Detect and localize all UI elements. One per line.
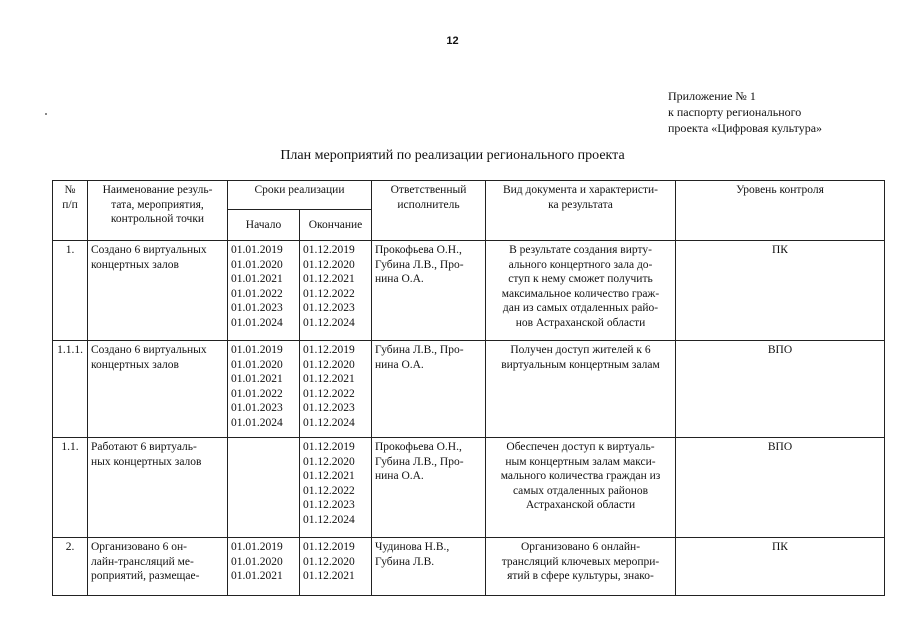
header-doc-line: ка результата: [548, 198, 613, 211]
table-row: [53, 341, 885, 438]
cell-doc-line: В результате создания вирту-: [509, 244, 652, 256]
cell-doc: [486, 341, 676, 438]
cell-executor: [372, 341, 486, 438]
cell-start-line: 01.01.2021: [231, 373, 283, 386]
cell-doc-line: ным концертным залам макси-: [505, 455, 656, 468]
cell-name: [88, 538, 228, 596]
cell-end-line: 01.12.2024: [303, 513, 355, 526]
header-name-line: Наименование резуль-: [102, 184, 213, 196]
plan-table-body: [53, 241, 885, 596]
header-terms: Сроки реализации: [228, 181, 372, 210]
cell-name-line: Создано 6 виртуальных: [91, 344, 207, 356]
cell-doc-line: Получен доступ жителей к 6: [510, 344, 651, 356]
cell-executor-line: Прокофьева О.Н.,: [375, 441, 462, 453]
cell-start-line: 01.01.2024: [231, 316, 283, 329]
cell-start-line: 01.01.2019: [231, 344, 283, 356]
cell-start: [228, 438, 300, 538]
cell-start-line: 01.01.2024: [231, 416, 283, 429]
cell-start-line: 01.01.2019: [231, 244, 283, 256]
cell-num: [53, 438, 88, 538]
cell-start-line: 01.01.2021: [231, 273, 283, 286]
header-num-line: п/п: [62, 198, 78, 211]
cell-name-line: Работают 6 виртуаль-: [91, 441, 197, 453]
table-row: [53, 438, 885, 538]
cell-executor-line: нина О.А.: [375, 273, 424, 286]
header-num-line: №: [64, 184, 76, 196]
cell-name-line: концертных залов: [91, 358, 179, 371]
cell-start-line: 01.01.2021: [231, 570, 283, 583]
cell-start: [228, 341, 300, 438]
header-name-line: контрольной точки: [110, 213, 205, 226]
cell-num-line: 1.1.: [61, 441, 79, 453]
cell-start-line: 01.01.2022: [231, 287, 283, 300]
cell-start-line: 01.01.2022: [231, 387, 283, 400]
table-row: [53, 241, 885, 341]
cell-executor-line: Чудинова Н.В.,: [375, 541, 450, 553]
plan-title: План мероприятий по реализации регионального проекта: [280, 148, 625, 163]
cell-end-line: 01.12.2024: [303, 316, 355, 329]
appendix-line: Приложение № 1: [668, 89, 756, 103]
cell-start-line: 01.01.2019: [231, 541, 283, 553]
cell-start-line: 01.01.2020: [231, 258, 283, 271]
cell-control-line: ВПО: [767, 344, 793, 356]
appendix-note: [668, 88, 822, 136]
cell-end-line: 01.12.2023: [303, 302, 355, 315]
header-executor-line: Ответственный: [390, 184, 467, 196]
header-doc-line: Вид документа и характеристи-: [502, 184, 659, 196]
cell-end: [300, 241, 372, 341]
cell-control-line: ПК: [772, 541, 788, 553]
cell-executor: [372, 438, 486, 538]
cell-num: [53, 341, 88, 438]
header-doc: [486, 181, 676, 241]
header-num: [53, 181, 88, 241]
cell-end-line: 01.12.2021: [303, 570, 355, 583]
cell-executor-line: Губина Л.В., Про-: [375, 258, 464, 271]
cell-doc-line: трансляций ключевых меропри-: [501, 555, 660, 568]
cell-doc-line: максимальное количество граж-: [501, 287, 660, 300]
cell-executor-line: Губина Л.В., Про-: [375, 344, 464, 356]
cell-name-line: Организовано 6 он-: [91, 541, 187, 553]
appendix-line: проекта «Цифровая культура»: [668, 121, 823, 135]
cell-doc-line: ального концертного зала до-: [508, 258, 653, 271]
appendix-line: к паспорту регионального: [668, 105, 802, 119]
cell-name-line: концертных залов: [91, 258, 179, 271]
cell-end-line: 01.12.2020: [303, 555, 355, 568]
page-number: 12: [446, 35, 459, 47]
cell-start: [228, 241, 300, 341]
cell-doc: [486, 538, 676, 596]
table-row: [53, 538, 885, 596]
cell-end-line: 01.12.2020: [303, 455, 355, 468]
cell-start-line: 01.01.2020: [231, 358, 283, 371]
cell-doc-line: Обеспечен доступ к виртуаль-: [506, 441, 655, 453]
cell-end-line: 01.12.2024: [303, 416, 355, 429]
cell-num: [53, 538, 88, 596]
cell-control-line: ВПО: [767, 441, 793, 453]
header-executor-line: исполнитель: [397, 198, 460, 211]
cell-num: [53, 241, 88, 341]
cell-doc-line: Организовано 6 онлайн-: [520, 541, 641, 553]
cell-num-line: 1.: [65, 244, 75, 256]
cell-doc-line: ятий в сфере культуры, знако-: [507, 570, 654, 583]
cell-end-line: 01.12.2021: [303, 373, 355, 386]
cell-executor: [372, 538, 486, 596]
plan-table: [52, 180, 885, 596]
cell-start-line: 01.01.2020: [231, 555, 283, 568]
cell-control: [676, 438, 885, 538]
cell-control-line: ПК: [772, 244, 788, 256]
cell-executor: [372, 241, 486, 341]
cell-end: [300, 438, 372, 538]
cell-end: [300, 341, 372, 438]
cell-start: [228, 538, 300, 596]
header-end: Окончание: [300, 210, 372, 241]
cell-end-line: 01.12.2019: [303, 244, 355, 256]
cell-name-line: ных концертных залов: [91, 455, 202, 468]
cell-doc-line: ступ к нему сможет получить: [508, 273, 653, 286]
cell-control: [676, 538, 885, 596]
cell-start-line: 01.01.2023: [231, 402, 283, 415]
cell-end-line: 01.12.2023: [303, 499, 355, 512]
cell-control: [676, 241, 885, 341]
cell-doc: [486, 438, 676, 538]
cell-executor-line: нина О.А.: [375, 358, 424, 371]
cell-doc-line: самых отдаленных районов: [512, 484, 649, 497]
cell-end-line: 01.12.2020: [303, 358, 355, 371]
cell-name: [88, 438, 228, 538]
cell-end-line: 01.12.2020: [303, 258, 355, 271]
cell-control: [676, 341, 885, 438]
cell-name-line: роприятий, размещае-: [91, 570, 200, 583]
cell-end: [300, 538, 372, 596]
cell-name: [88, 241, 228, 341]
cell-end-line: 01.12.2023: [303, 402, 355, 415]
header-name: [88, 181, 228, 241]
cell-end-line: 01.12.2022: [303, 287, 355, 300]
cell-end-line: 01.12.2021: [303, 273, 355, 286]
cell-name-line: Создано 6 виртуальных: [91, 244, 207, 256]
cell-doc-line: нов Астраханской области: [515, 316, 646, 329]
header-start: Начало: [228, 210, 300, 241]
cell-executor-line: нина О.А.: [375, 470, 424, 483]
cell-num-line: 2.: [65, 541, 75, 553]
cell-start-line: 01.01.2023: [231, 302, 283, 315]
cell-executor-line: Губина Л.В.: [375, 555, 435, 568]
cell-num-line: 1.1.1.: [57, 344, 83, 356]
cell-doc-line: виртуальным концертным залам: [501, 358, 660, 371]
cell-doc-line: Астраханской области: [525, 499, 636, 512]
cell-end-line: 01.12.2019: [303, 441, 355, 453]
cell-doc-line: дан из самых отдаленных райо-: [502, 302, 659, 315]
cell-end-line: 01.12.2022: [303, 484, 355, 497]
cell-end-line: 01.12.2022: [303, 387, 355, 400]
scan-dot: [45, 113, 47, 115]
cell-end-line: 01.12.2019: [303, 541, 355, 553]
header-name-line: тата, мероприятия,: [111, 198, 204, 211]
cell-end-line: 01.12.2021: [303, 470, 355, 483]
header-control: Уровень контроля: [676, 181, 885, 241]
cell-doc: [486, 241, 676, 341]
cell-end-line: 01.12.2019: [303, 344, 355, 356]
cell-name-line: лайн-трансляций ме-: [91, 555, 194, 568]
cell-name: [88, 341, 228, 438]
header-executor: [372, 181, 486, 241]
cell-doc-line: мального количества граждан из: [500, 470, 661, 483]
cell-executor-line: Губина Л.В., Про-: [375, 455, 464, 468]
cell-executor-line: Прокофьева О.Н.,: [375, 244, 462, 256]
header-row: [53, 181, 885, 210]
